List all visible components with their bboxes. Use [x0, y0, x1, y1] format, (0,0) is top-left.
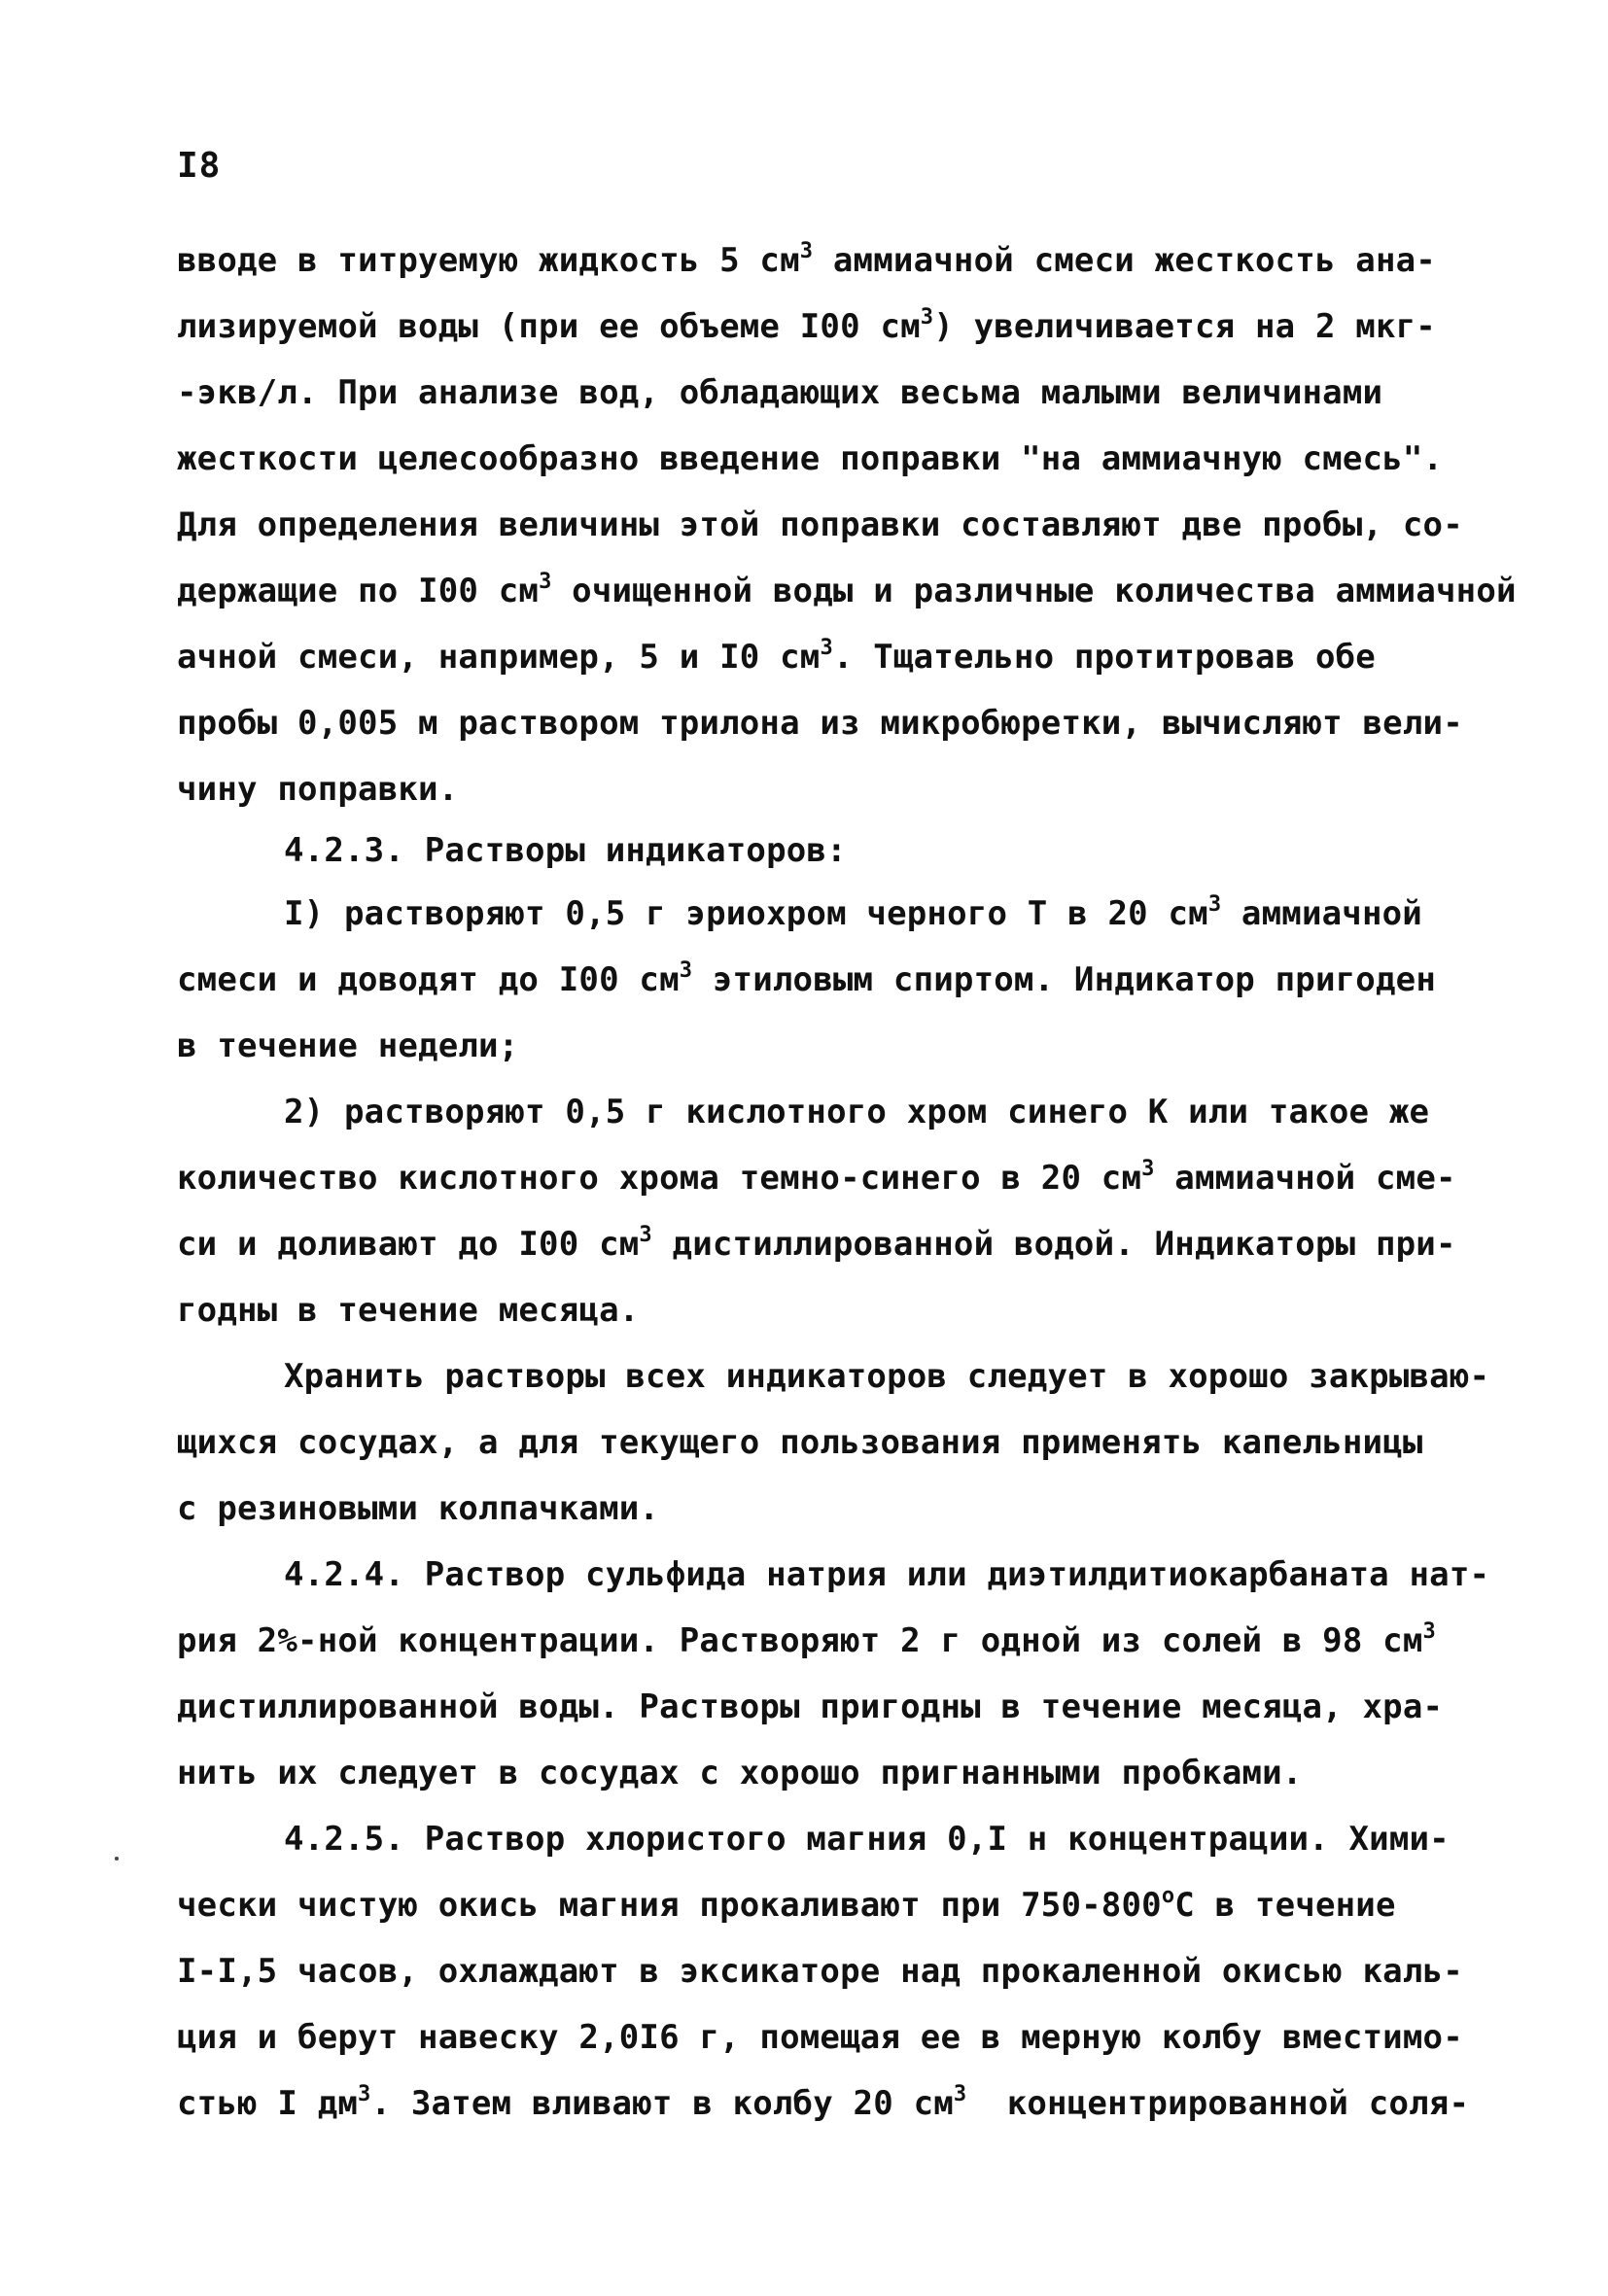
line-text-tail: . Затем вливают в колбу 20 см [370, 2084, 954, 2123]
text-line [177, 373, 1382, 412]
superscript: 3 [820, 636, 833, 660]
text-line [177, 638, 1376, 677]
line-text: пробы 0,005 м раствором трилона из микробюретки, вычисляют вели- [177, 704, 1463, 743]
text-line [177, 1687, 1443, 1726]
text-line [177, 704, 1463, 743]
superscript: 3 [799, 239, 814, 263]
superscript: 3 [1207, 892, 1222, 917]
superscript: 3 [1422, 1619, 1436, 1644]
text-line [177, 307, 1436, 346]
text-line [177, 1225, 1456, 1264]
line-text: щихся сосудах, а для текущего пользования применять капельницы [177, 1423, 1423, 1462]
line-text-tail: аммиачной [1221, 894, 1422, 933]
line-text-tail: дистиллированной водой. Индикаторы при- [651, 1225, 1456, 1264]
line-text: годны в течение месяца. [177, 1291, 640, 1330]
text-line [177, 770, 458, 809]
text-line [177, 1754, 1303, 1792]
superscript: 3 [358, 2082, 371, 2106]
text-line [284, 1093, 1429, 1131]
line-text-tail: С в течение [1174, 1886, 1396, 1925]
text-line [177, 439, 1443, 478]
text-line [177, 505, 1463, 544]
text-line [177, 1489, 659, 1528]
line-text: Хранить растворы всех индикаторов следует в хорошо закрываю- [284, 1357, 1490, 1396]
text-line [284, 1357, 1489, 1396]
text-line [177, 572, 1517, 610]
line-text: в течение недели; [177, 1026, 519, 1065]
text-line [177, 2084, 1469, 2123]
text-line [177, 1423, 1423, 1462]
line-text: нить их следует в сосудах с хорошо пригнанными пробками. [177, 1754, 1303, 1792]
superscript: 3 [679, 958, 693, 983]
line-text: -экв/л. При анализе вод, обладающих весьма малыми величинами [177, 373, 1383, 412]
line-text: 4.2.3. Растворы индикаторов: [284, 831, 847, 870]
text-line [284, 1820, 1450, 1859]
line-text: 4.2.5. Раствор хлористого магния 0,I н концентрации. Хими- [284, 1820, 1450, 1859]
line-text-tail: этиловым спиртом. Индикатор пригоден [692, 960, 1436, 999]
superscript: 3 [953, 2082, 967, 2106]
superscript: 3 [639, 1223, 652, 1247]
line-text: ция и берут навеску 2,0I6 г, помещая ее в мерную колбу вместимо- [177, 2018, 1463, 2057]
text-line [177, 1159, 1456, 1198]
line-text: ачной смеси, например, 5 и I0 см [177, 638, 821, 677]
page-number: I8 [177, 146, 222, 186]
text-line [177, 1952, 1463, 1991]
text-line [177, 1291, 639, 1330]
line-text: вводе в титруемую жидкость 5 см [177, 241, 800, 280]
line-text: чески чистую окись магния прокаливают при 750-800 [177, 1886, 1162, 1925]
text-line [177, 1621, 1436, 1660]
line-text-tail: концентрированной соля- [966, 2084, 1470, 2123]
line-text: лизируемой воды (при ее объеме I00 см [177, 307, 921, 346]
text-line [284, 831, 847, 870]
line-text-tail: очищенной воды и различные количества аммиачной [551, 572, 1517, 610]
line-text-tail: . Тщательно протитровав обе [832, 638, 1376, 677]
line-text: дистиллированной воды. Растворы пригодны в течение месяца, хра- [177, 1687, 1444, 1726]
text-line [177, 241, 1436, 280]
line-text: держащие по I00 см [177, 572, 540, 610]
text-line [284, 894, 1422, 933]
line-text: 4.2.4. Раствор сульфида натрия или диэтилдитиокарбаната нат- [284, 1555, 1490, 1594]
line-text: рия 2%-ной концентрации. Растворяют 2 г одной из солей в 98 см [177, 1621, 1423, 1660]
line-text-tail: аммиачной смеси жесткость ана- [813, 241, 1436, 280]
text-line [177, 1026, 518, 1065]
line-text: стью I дм [177, 2084, 359, 2123]
line-text-tail: аммиачной сме- [1154, 1159, 1456, 1198]
line-text: количество кислотного хрома темно-синего в 20 см [177, 1159, 1142, 1198]
superscript: о [1161, 1884, 1175, 1908]
line-text: си и доливают до I00 см [177, 1225, 640, 1264]
superscript: 3 [539, 570, 552, 594]
superscript: 3 [1141, 1157, 1155, 1181]
line-text: жесткости целесообразно введение поправки "на аммиачную смесь". [177, 439, 1444, 478]
line-text-tail: ) увеличивается на 2 мкг- [933, 307, 1436, 346]
line-text: смеси и доводят до I00 см [177, 960, 680, 999]
text-line [177, 1886, 1396, 1925]
superscript: 3 [920, 305, 934, 330]
text-line [284, 1555, 1489, 1594]
line-text: с резиновыми колпачками. [177, 1489, 660, 1528]
line-text: чину поправки. [177, 770, 459, 809]
line-text: I) растворяют 0,5 г эриохром черного Т в 20 см [284, 894, 1208, 933]
text-line [177, 960, 1436, 999]
line-text: 2) растворяют 0,5 г кислотного хром синего К или такое же [284, 1093, 1430, 1131]
line-text: Для определения величины этой поправки составляют две пробы, со- [177, 505, 1463, 544]
line-text: I-I,5 часов, охлаждают в эксикаторе над прокаленной окисью каль- [177, 1952, 1463, 1991]
scan-speck [115, 1857, 119, 1861]
text-line [177, 2018, 1463, 2057]
